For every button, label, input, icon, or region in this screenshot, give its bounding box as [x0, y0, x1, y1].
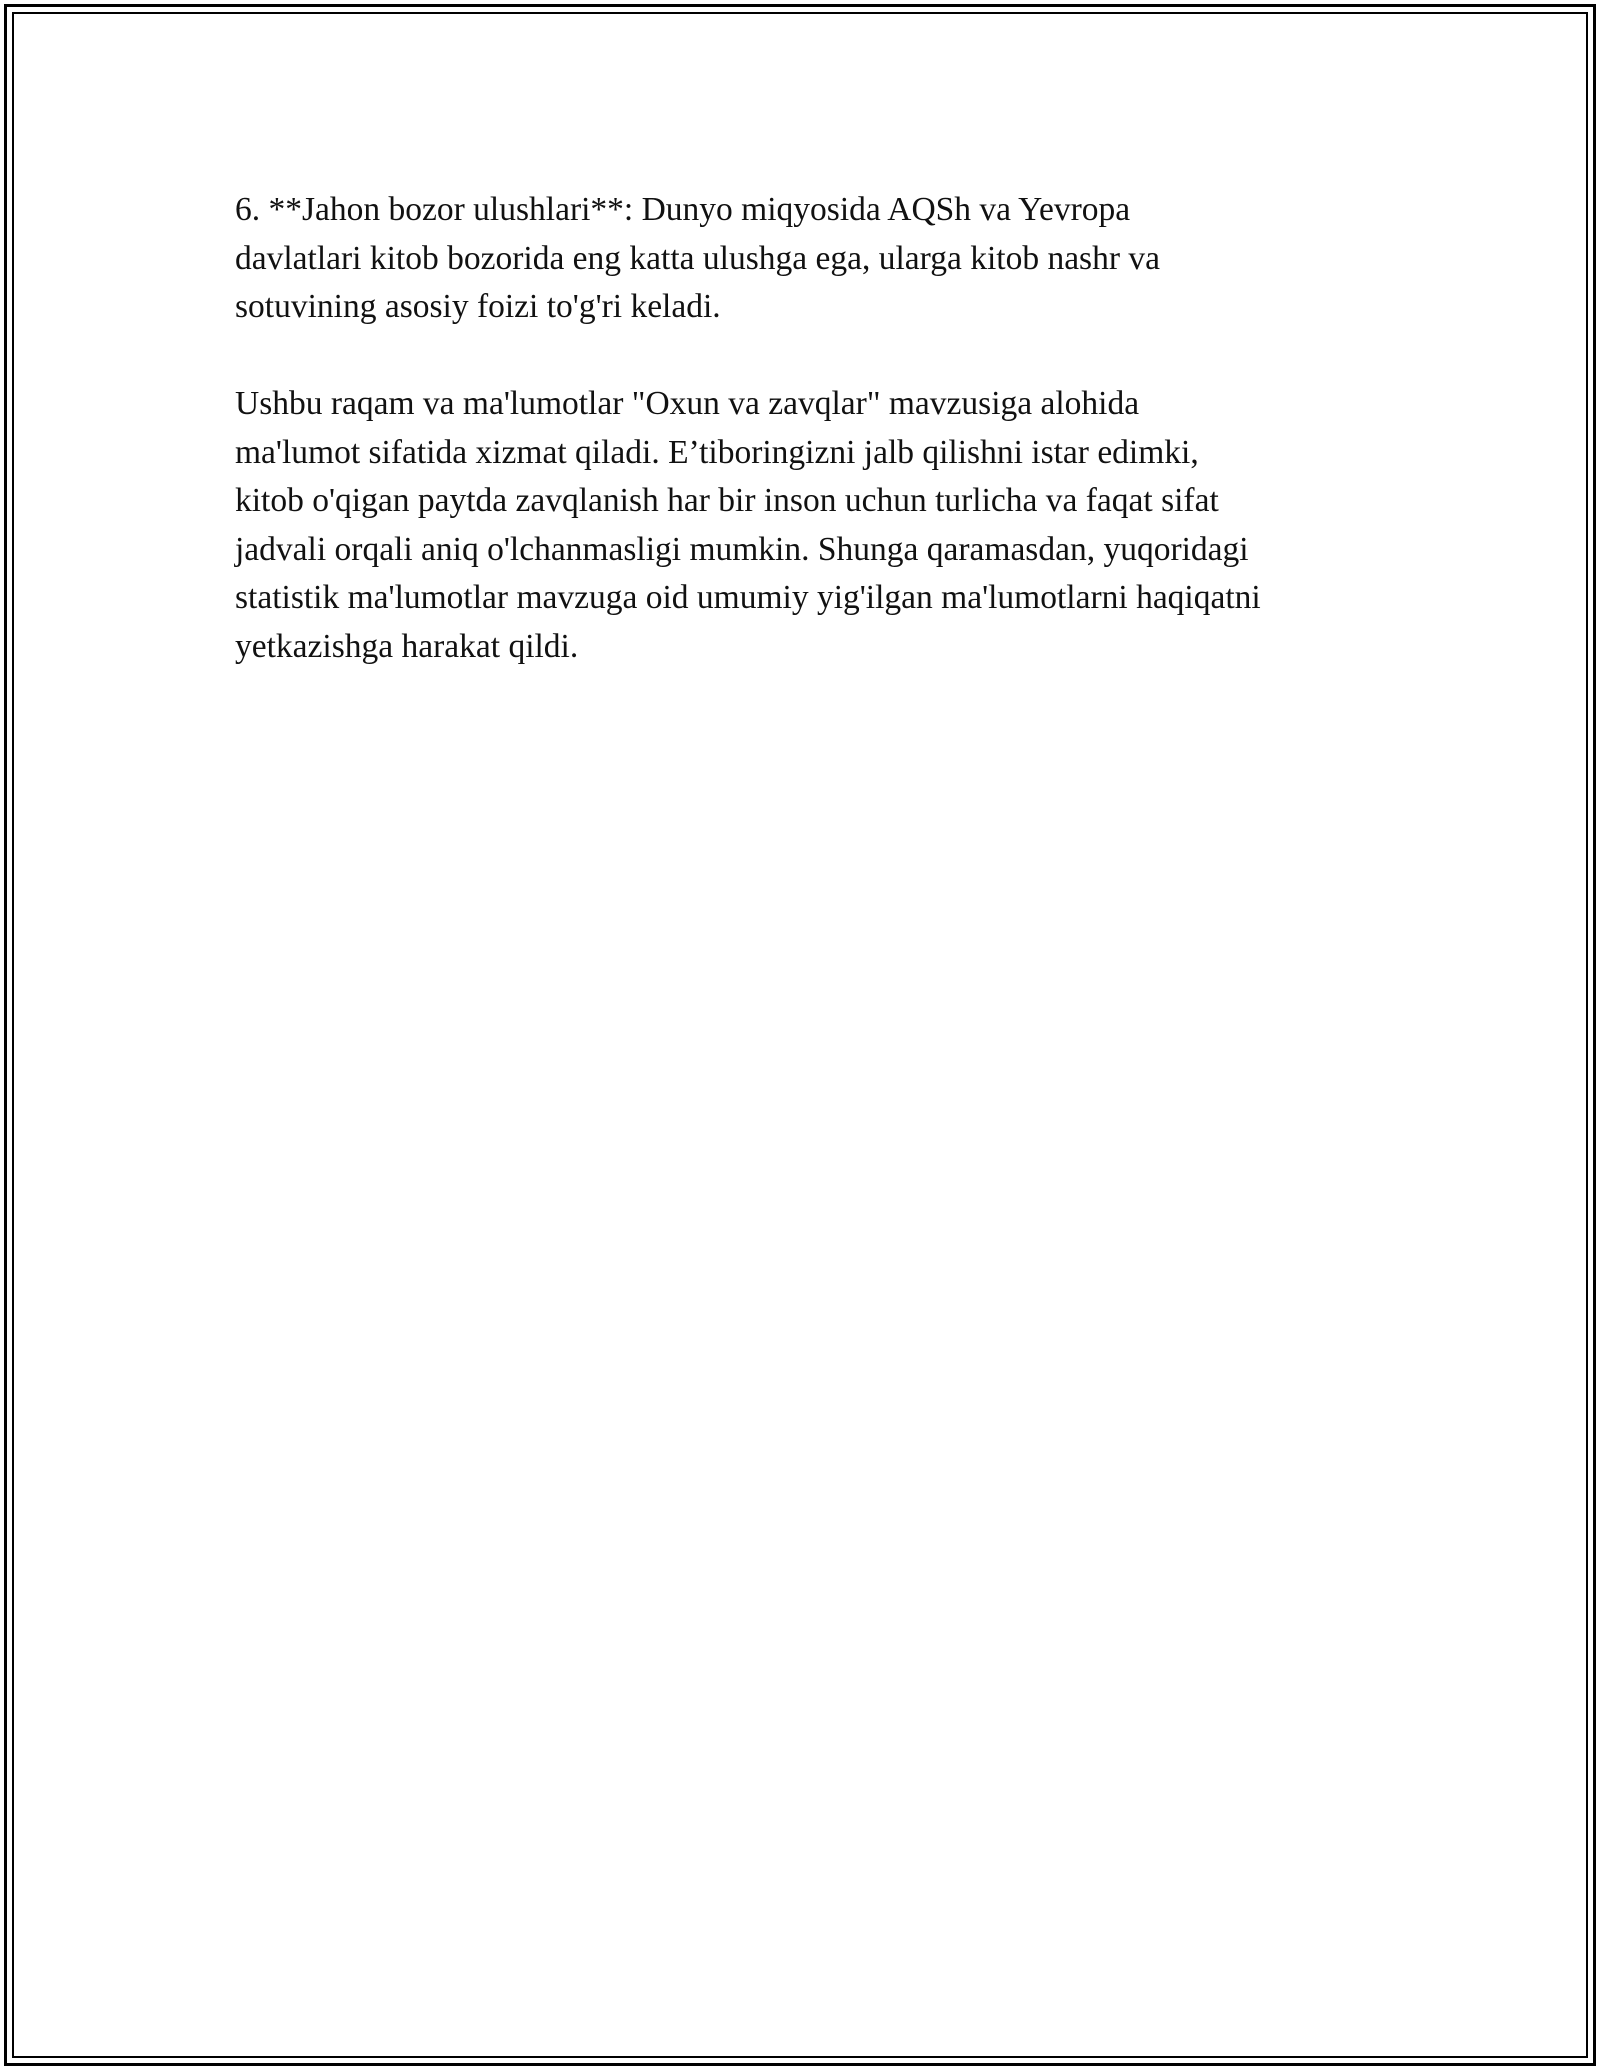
text-line: davlatlari kitob bozorida eng katta ulushga ega, ularga kitob nashr va — [235, 239, 1160, 277]
text-line: yetkazishga harakat qildi. — [235, 627, 579, 665]
text-line: 6. **Jahon bozor ulushlari**: Dunyo miqyosida AQSh va Yevropa — [235, 191, 1131, 228]
text-line: jadvali orqali aniq o'lchanmasligi mumkin. Shunga qaramasdan, yuqoridagi — [235, 530, 1249, 568]
paragraph-conclusion — [235, 380, 1385, 671]
document-body — [235, 186, 1385, 720]
text-line: statistik ma'lumotlar mavzuga oid umumiy yig'ilgan ma'lumotlarni haqiqatni — [235, 579, 1261, 616]
paragraph-market-share — [235, 186, 1385, 332]
text-line: sotuvining asosiy foizi to'g'ri keladi. — [235, 288, 721, 325]
text-line: kitob o'qigan paytda zavqlanish har bir inson uchun turlicha va faqat sifat — [235, 482, 1219, 519]
text-line: Ushbu raqam va ma'lumotlar "Oxun va zavqlar" mavzusiga alohida — [235, 385, 1140, 422]
text-line: ma'lumot sifatida xizmat qiladi. E’tiboringizni jalb qilishni istar edimki, — [235, 433, 1199, 471]
